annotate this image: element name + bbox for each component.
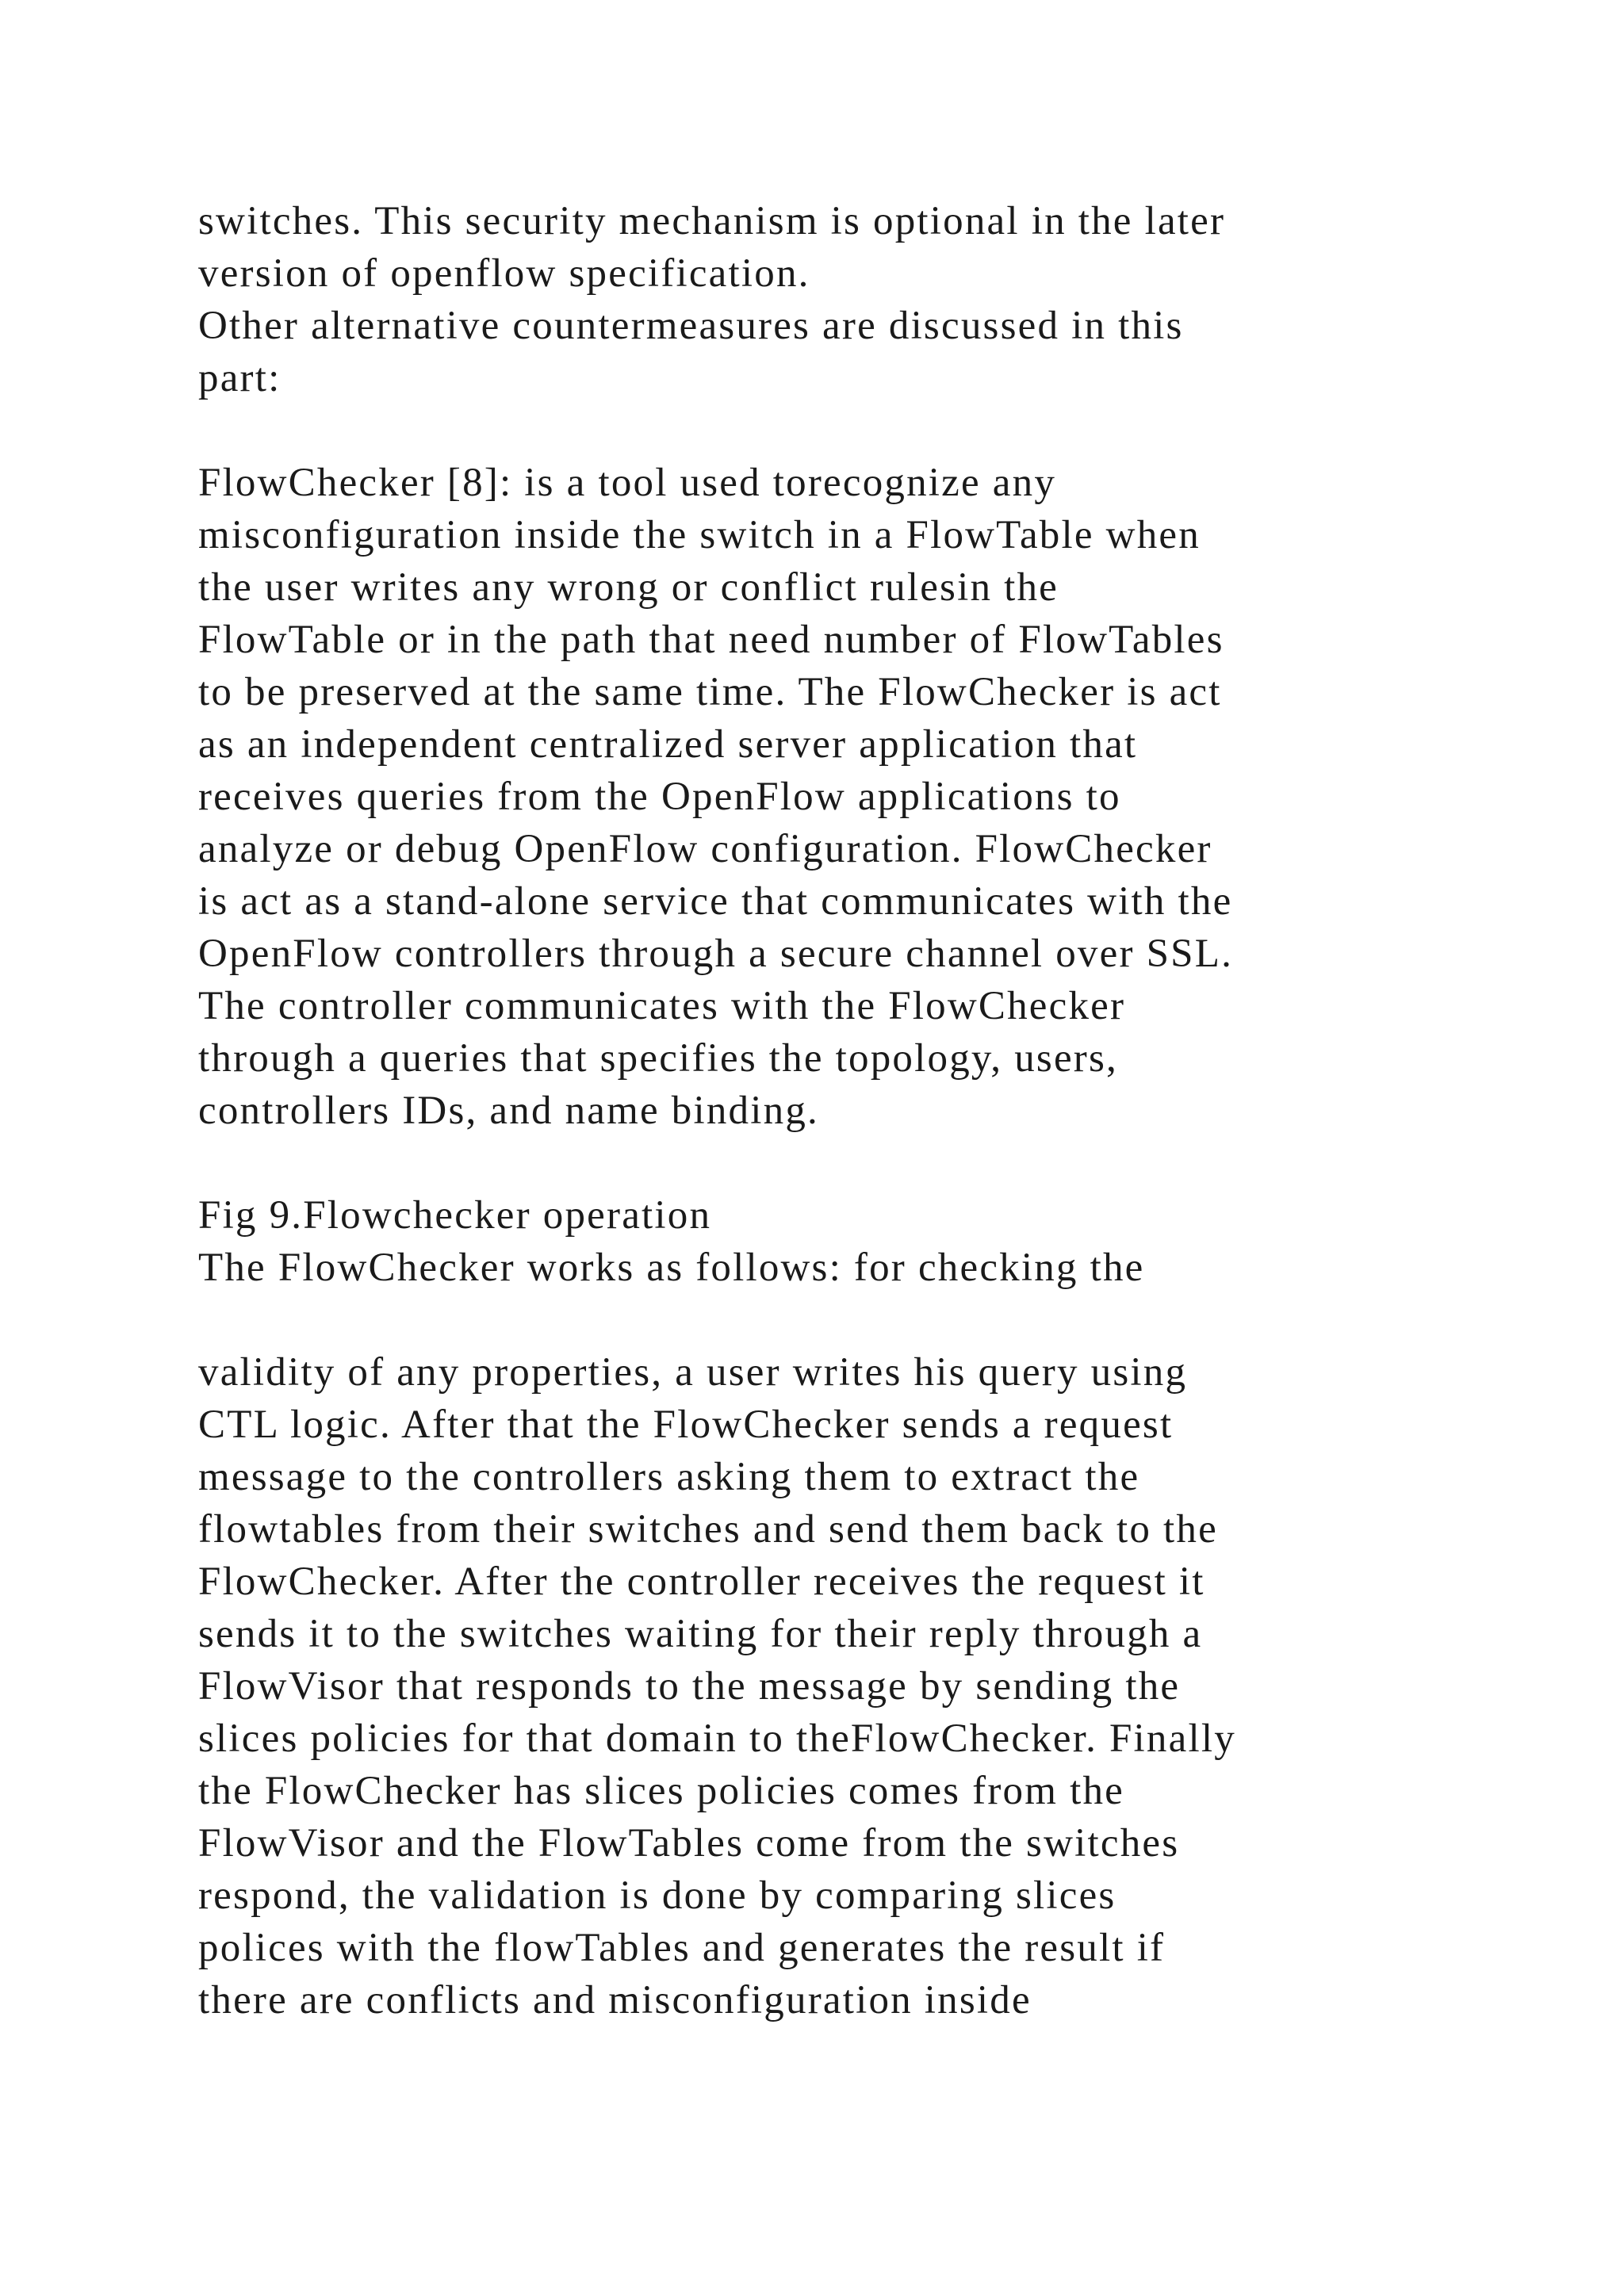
text-line: Other alternative countermeasures are discussed in this (198, 304, 1184, 348)
text-line: FlowVisor and the FlowTables come from the switches (198, 1821, 1180, 1866)
paragraph-break (198, 1294, 1546, 1346)
text-line: FlowChecker [8]: is a tool used torecognize any (198, 461, 1057, 505)
text-line: The FlowChecker works as follows: for checking the (198, 1246, 1145, 1290)
text-line: the FlowChecker has slices policies comes from the (198, 1769, 1124, 1813)
text-line: slices policies for that domain to theFlowChecker. Finally (198, 1716, 1236, 1761)
text-line: receives queries from the OpenFlow applications to (198, 775, 1121, 819)
text-line: respond, the validation is done by comparing slices (198, 1873, 1116, 1918)
text-line: message to the controllers asking them to extract the (198, 1455, 1140, 1499)
text-line: OpenFlow controllers through a secure channel over SSL. (198, 932, 1234, 976)
paragraph-break (198, 404, 1546, 457)
text-line: polices with the flowTables and generates the result if (198, 1926, 1166, 1970)
text-line: switches. This security mechanism is optional in the later (198, 199, 1226, 243)
text-line: controllers IDs, and name binding. (198, 1089, 819, 1133)
text-line: to be preserved at the same time. The FlowChecker is act (198, 670, 1222, 714)
text-line: as an independent centralized server application that (198, 722, 1138, 767)
text-line: analyze or debug OpenFlow configuration. FlowChecker (198, 827, 1212, 871)
text-line: through a queries that specifies the topology, users, (198, 1036, 1118, 1081)
figure-caption: Fig 9.Flowchecker operation (198, 1193, 712, 1238)
text-line: the user writes any wrong or conflict rulesin the (198, 565, 1059, 610)
text-line: FlowVisor that responds to the message by sending the (198, 1664, 1181, 1709)
text-line: version of openflow specification. (198, 251, 810, 296)
body-text (198, 195, 1546, 2026)
text-line: FlowChecker. After the controller receives the request it (198, 1559, 1205, 1604)
text-line: CTL logic. After that the FlowChecker sends a request (198, 1402, 1174, 1447)
text-line: misconfiguration inside the switch in a FlowTable when (198, 513, 1201, 557)
text-line: flowtables from their switches and send them back to the (198, 1507, 1218, 1552)
text-line: FlowTable or in the path that need number of FlowTables (198, 618, 1224, 662)
paragraph-break (198, 1137, 1546, 1189)
text-line: is act as a stand-alone service that communicates with the (198, 879, 1233, 924)
text-line: validity of any properties, a user writes his query using (198, 1350, 1188, 1395)
text-line: there are conflicts and misconfiguration inside (198, 1978, 1032, 2022)
text-line: part: (198, 356, 282, 400)
text-line: sends it to the switches waiting for their reply through a (198, 1612, 1203, 1656)
text-line: The controller communicates with the FlowChecker (198, 984, 1126, 1028)
